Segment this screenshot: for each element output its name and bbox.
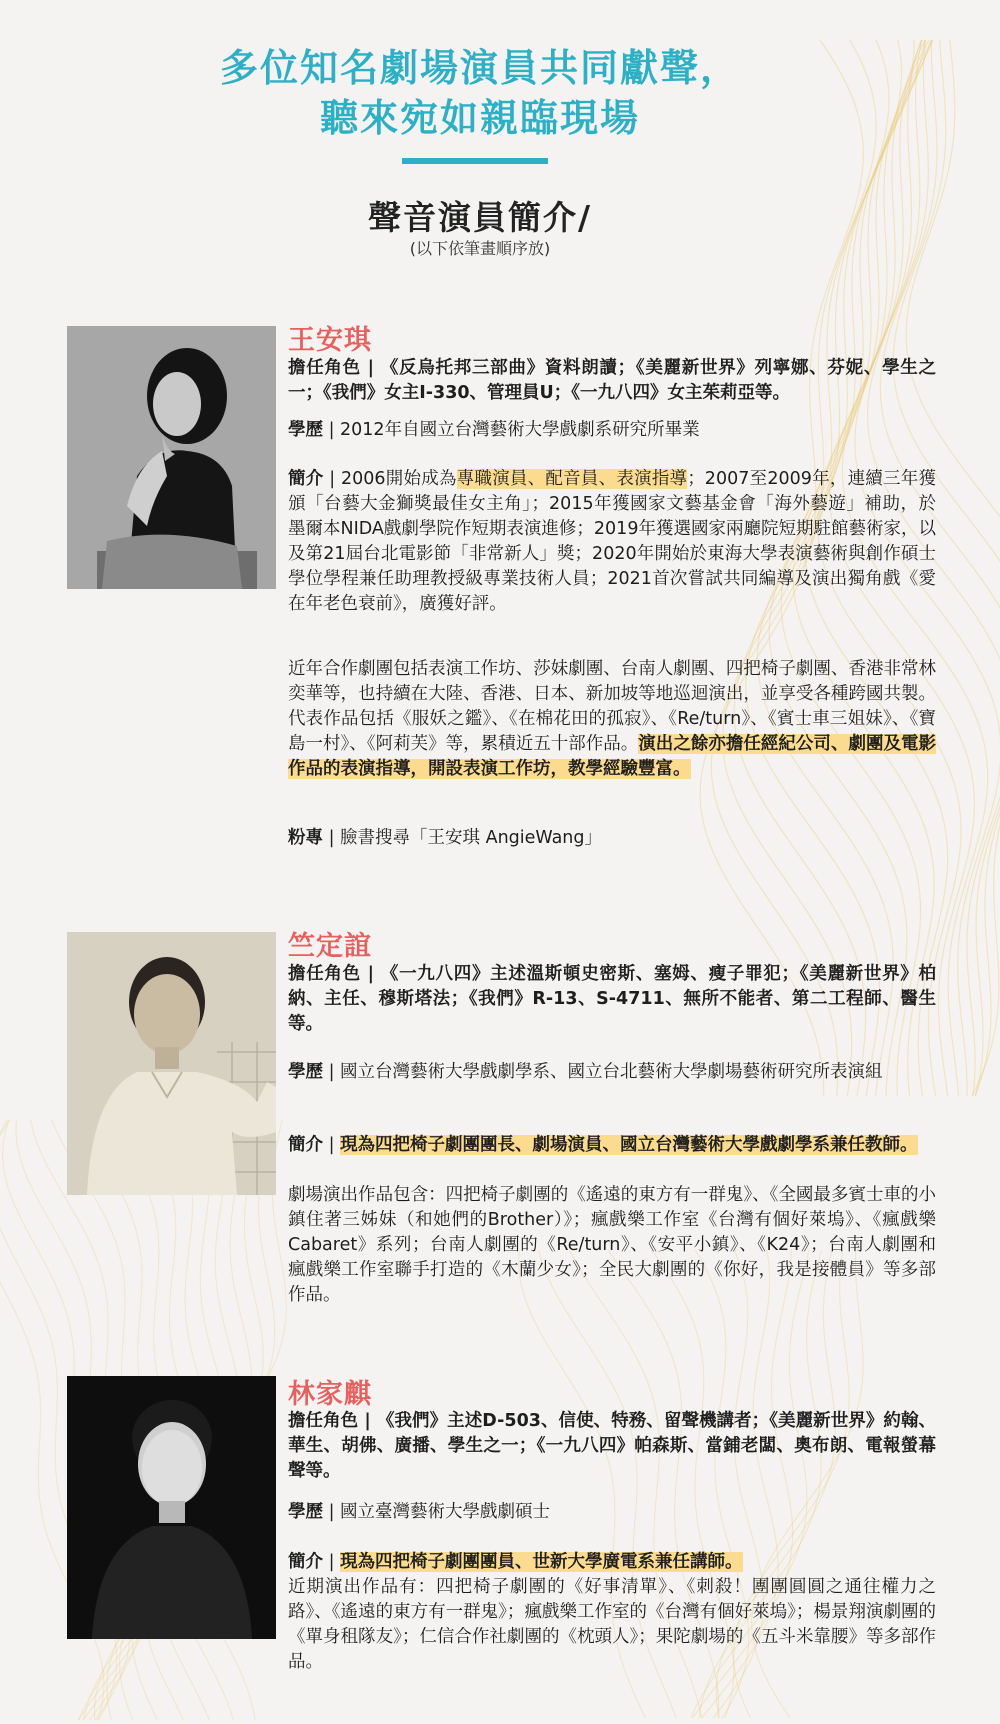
role-label: 擔任角色 [288, 358, 361, 378]
actor-bio-paragraph-2 [288, 657, 936, 782]
actor-bio [288, 1550, 936, 1575]
fanpage-label: 粉專 [288, 828, 323, 848]
bio-label: 簡介 [288, 469, 324, 489]
role-text: 《我們》主述D-503、信使、特務、留聲機講者；《美麗新世界》約翰、華生、胡佛、廣播、學生之一；《一九八四》帕森斯、當鋪老闆、奧布朗、電報螢幕聲等。 [288, 1411, 936, 1481]
bio-highlight: 現為四把椅子劇團團員、世新大學廣電系兼任講師。 [340, 1552, 743, 1572]
education-text: 國立臺灣藝術大學戲劇碩士 [340, 1502, 551, 1522]
actor-bio [288, 1133, 936, 1158]
bio-text: ；2007至2009年，連續三年獲頒「台藝大金獅獎最佳女主角」；2015年獲國家文藝基金會「海外藝遊」補助，於墨爾本NIDA戲劇學院作短期表演進修；2019年獲選國家兩廳院短期駐館藝術家，以及第21屆台北電影節「非常新人」獎；2020年開始於東海大學表演藝術與創作碩士學位學程兼任助理教授級專業技術人員；2021首次嘗試共同編導及演出獨角戲《愛在年老色衰前》，廣獲好評。 [288, 469, 937, 614]
bio-highlight: 專職演員、配音員、表演指導 [456, 469, 688, 489]
section-note: (以下依筆畫順序放) [409, 239, 551, 258]
label-separator: | [323, 420, 341, 440]
label-separator: | [323, 1502, 341, 1522]
education-text: 2012年自國立台灣藝術大學戲劇系研究所畢業 [340, 420, 700, 440]
actor-name: 竺定誼 [288, 931, 372, 962]
actor-role [288, 962, 936, 1037]
actor-name: 王安琪 [288, 325, 372, 356]
actor-bio-body: 劇場演出作品包含：四把椅子劇團的《遙遠的東方有一群鬼》、《全國最多賓士車的小鎮住著三姊妹（和她們的Brother）》；瘋戲樂工作室《台灣有個好萊塢》、《瘋戲樂Cabaret》系列；台南人劇團的《Re/turn》、《安平小鎮》、《K24》；台南人劇團和瘋戲樂工作室聯手打造的《木蘭少女》；全民大劇團的《你好，我是接體員》等多部作品。 [288, 1185, 936, 1305]
actor-education [288, 1500, 936, 1525]
role-label: 擔任角色 [288, 964, 361, 984]
education-label: 學歷 [288, 1502, 323, 1522]
actor-photo-lin [67, 1376, 276, 1639]
bio-label: 簡介 [288, 1135, 323, 1155]
role-label: 擔任角色 [288, 1411, 359, 1431]
role-text: 《一九八四》主述溫斯頓史密斯、塞姆、瘦子罪犯；《美麗新世界》柏納、主任、穆斯塔法；《我們》R-13、S-4711、無所不能者、第二工程師、醫生等。 [288, 964, 937, 1034]
headline-line-1: 多位知名劇場演員共同獻聲， [219, 45, 740, 90]
fanpage-text: 臉書搜尋「王安琪 AngieWang」 [340, 828, 603, 848]
role-text: 《反烏托邦三部曲》資料朗讀；《美麗新世界》列寧娜、芬妮、學生之一；《我們》女主I-330、管理員U；《一九八四》女主茱莉亞等。 [288, 358, 937, 403]
headline-line-2: 聽來宛如親臨現場 [319, 95, 640, 140]
actor-education [288, 1060, 936, 1085]
bio-highlight: 現為四把椅子劇團團長、劇場演員、國立台灣藝術大學戲劇學系兼任教師。 [340, 1135, 918, 1155]
label-separator: | [323, 828, 341, 848]
actor-photo-wang [67, 326, 276, 589]
bio-text: 近年合作劇團包括表演工作坊、莎妹劇團、台南人劇團、四把椅子劇團、香港非常林奕華等，也持續在大陸、香港、日本、新加坡等地巡迴演出，並享受各種跨國共製。代表作品包括《服妖之鑑》、《在棉花田的孤寂》、《Re/turn》、《賓士車三姐妹》、《寶島一村》、《阿莉芙》等，累積近五十部作品。 [288, 659, 936, 754]
education-text: 國立台灣藝術大學戲劇學系、國立台北藝術大學劇場藝術研究所表演組 [340, 1062, 883, 1082]
label-separator: | [358, 1411, 377, 1431]
actor-bio-body: 近期演出作品有：四把椅子劇團的《好事清單》、《刺殺！團團圓圓之通往權力之路》、《遙遠的東方有一群鬼》；瘋戲樂工作室的《台灣有個好萊塢》；楊景翔演劇團的《單身租隊友》；仁信合作社劇團的《枕頭人》；果陀劇場的《五斗米靠腰》等多部作品。 [288, 1577, 936, 1672]
education-label: 學歷 [288, 1062, 323, 1082]
actor-role [288, 1409, 936, 1484]
label-separator: | [360, 964, 381, 984]
label-separator: | [360, 358, 381, 378]
accent-divider [402, 158, 548, 164]
label-separator: | [323, 1062, 341, 1082]
label-separator: | [323, 1135, 341, 1155]
actor-fanpage [288, 826, 936, 851]
actor-education [288, 418, 936, 443]
section-title: 聲音演員簡介/ [367, 198, 593, 237]
label-separator: | [323, 1552, 341, 1572]
bio-label: 簡介 [288, 1552, 323, 1572]
bio-highlight: 演出之餘亦擔任經紀公司、劇團及電影作品的表演指導，開設表演工作坊，教學經驗豐富。 [288, 734, 937, 779]
education-label: 學歷 [288, 420, 323, 440]
bio-text: 2006開始成為 [340, 469, 457, 489]
actor-photo-chu [67, 932, 276, 1195]
label-separator: | [323, 469, 341, 489]
actor-bio-paragraph-1 [288, 467, 936, 617]
actor-name: 林家麒 [288, 1379, 372, 1410]
actor-role [288, 356, 936, 406]
